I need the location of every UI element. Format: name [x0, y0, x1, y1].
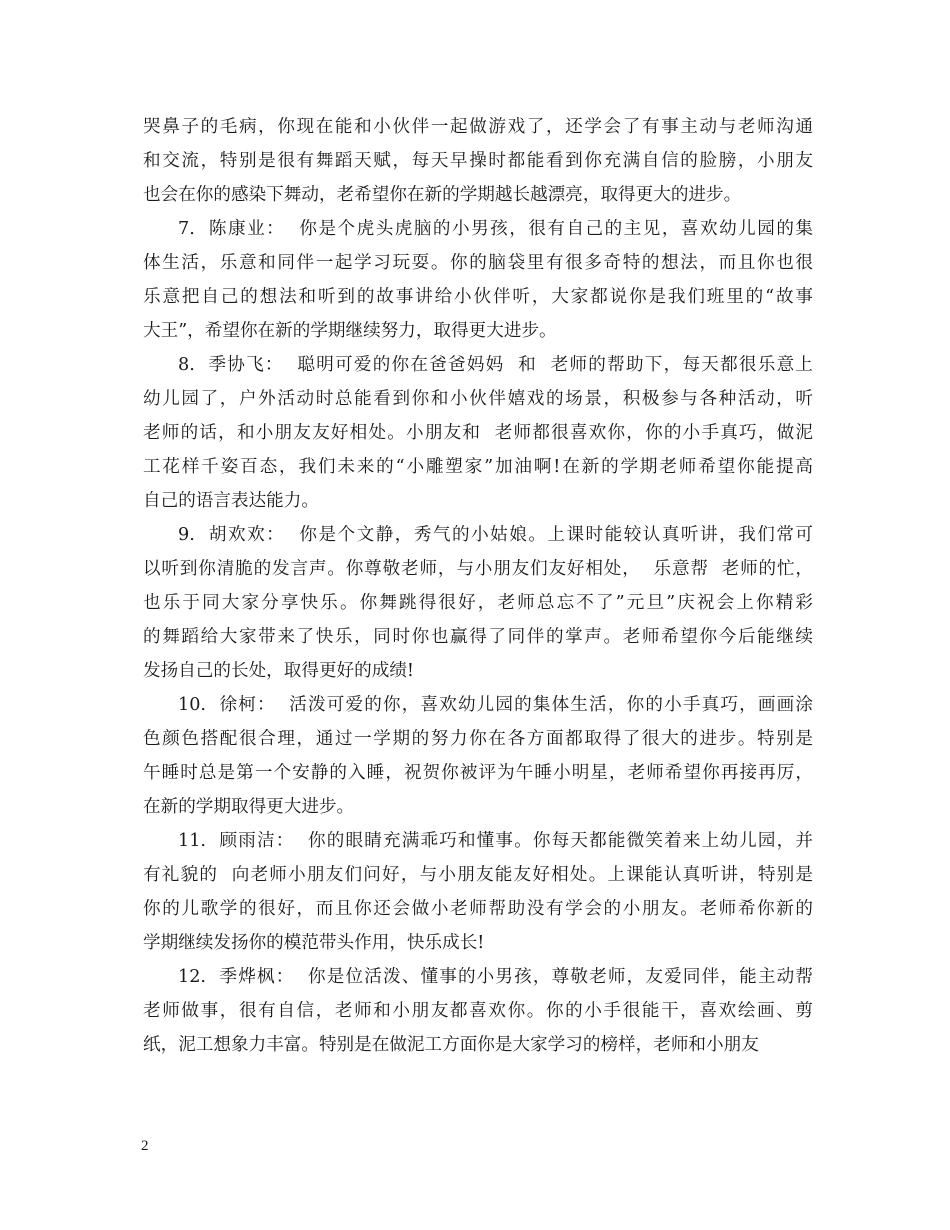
- page-number: 2: [141, 1138, 149, 1154]
- body-text: [143, 110, 813, 1062]
- text-line: 和交流，特别是很有舞蹈天赋，每天早操时都能看到你充满自信的脸膀，小朋友: [143, 151, 813, 171]
- text-line: 有礼貌的 向老师小朋友们问好，与小朋友能友好相处。上课能认真听讲，特别是: [143, 865, 813, 885]
- paragraph: [143, 348, 813, 518]
- text-line: 11. 顾雨洁： 你的眼睛充满乖巧和懂事。你每天都能微笑着来上幼儿园，并: [178, 831, 813, 851]
- text-line: 发扬自己的长处，取得更好的成绩!: [143, 661, 414, 681]
- text-line: 色颜色搭配很合理，通过一学期的努力你在各方面都取得了很大的进步。特别是: [143, 729, 813, 749]
- text-line: 体生活，乐意和同伴一起学习玩耍。你的脑袋里有很多奇特的想法，而且你也很: [143, 253, 813, 273]
- text-line: 大王”，希望你在新的学期继续努力，取得更大进步。: [143, 321, 557, 341]
- text-line: 也会在你的感染下舞动，老希望你在新的学期越长越漂亮，取得更大的进步。: [143, 185, 742, 205]
- text-line: 12. 季烨枫： 你是位活泼、懂事的小男孩，尊敬老师，友爱同伴，能主动帮: [178, 967, 813, 987]
- text-line: 以听到你清脆的发言声。你尊敬老师，与小朋友们友好相处， 乐意帮 老师的忙，: [143, 559, 813, 579]
- text-line: 工花样千姿百态，我们未来的“小雕塑家”加油啊!在新的学期老师希望你能提高: [143, 457, 813, 477]
- text-line: 幼儿园了，户外活动时总能看到你和小伙伴嬉戏的场景，积极参与各种活动，听: [143, 389, 813, 409]
- text-line: 哭鼻子的毛病，你现在能和小伙伴一起做游戏了，还学会了有事主动与老师沟通: [143, 117, 813, 137]
- text-line: 学期继续发扬你的模范带头作用，快乐成长!: [143, 933, 485, 953]
- paragraph: [143, 212, 813, 348]
- text-line: 的舞蹈给大家带来了快乐，同时你也赢得了同伴的掌声。老师希望你今后能继续: [143, 627, 813, 647]
- paragraph: [143, 518, 813, 688]
- text-line: 老师做事，很有自信，老师和小朋友都喜欢你。你的小手很能干，喜欢绘画、剪: [143, 1001, 813, 1021]
- text-line: 9. 胡欢欢： 你是个文静，秀气的小姑娘。上课时能较认真听讲，我们常可: [178, 525, 813, 545]
- text-line: 自己的语言表达能力。: [143, 491, 319, 511]
- text-line: 乐意把自己的想法和听到的故事讲给小伙伴听，大家都说你是我们班里的“故事: [143, 287, 813, 307]
- text-line: 你的儿歌学的很好，而且你还会做小老师帮助没有学会的小朋友。老师希你新的: [143, 899, 813, 919]
- paragraph: [143, 110, 813, 212]
- text-line: 午睡时总是第一个安静的入睡，祝贺你被评为午睡小明星，老师希望你再接再厉，: [143, 763, 813, 783]
- paragraph: [143, 824, 813, 960]
- text-line: 7. 陈康业： 你是个虎头虎脑的小男孩，很有自己的主见，喜欢幼儿园的集: [178, 219, 813, 239]
- text-line: 纸，泥工想象力丰富。特别是在做泥工方面你是大家学习的榜样，老师和小朋友: [143, 1035, 759, 1055]
- text-line: 老师的话，和小朋友友好相处。小朋友和 老师都很喜欢你，你的小手真巧，做泥: [143, 423, 813, 443]
- text-line: 8. 季协飞： 聪明可爱的你在爸爸妈妈 和 老师的帮助下，每天都很乐意上: [178, 355, 813, 375]
- paragraph: [143, 960, 813, 1062]
- text-line: 也乐于同大家分享快乐。你舞跳得很好，老师总忘不了”元旦”庆祝会上你精彩: [143, 593, 813, 613]
- text-line: 10. 徐柯： 活泼可爱的你，喜欢幼儿园的集体生活，你的小手真巧，画画涂: [178, 695, 813, 715]
- text-line: 在新的学期取得更大进步。: [143, 797, 355, 817]
- paragraph: [143, 688, 813, 824]
